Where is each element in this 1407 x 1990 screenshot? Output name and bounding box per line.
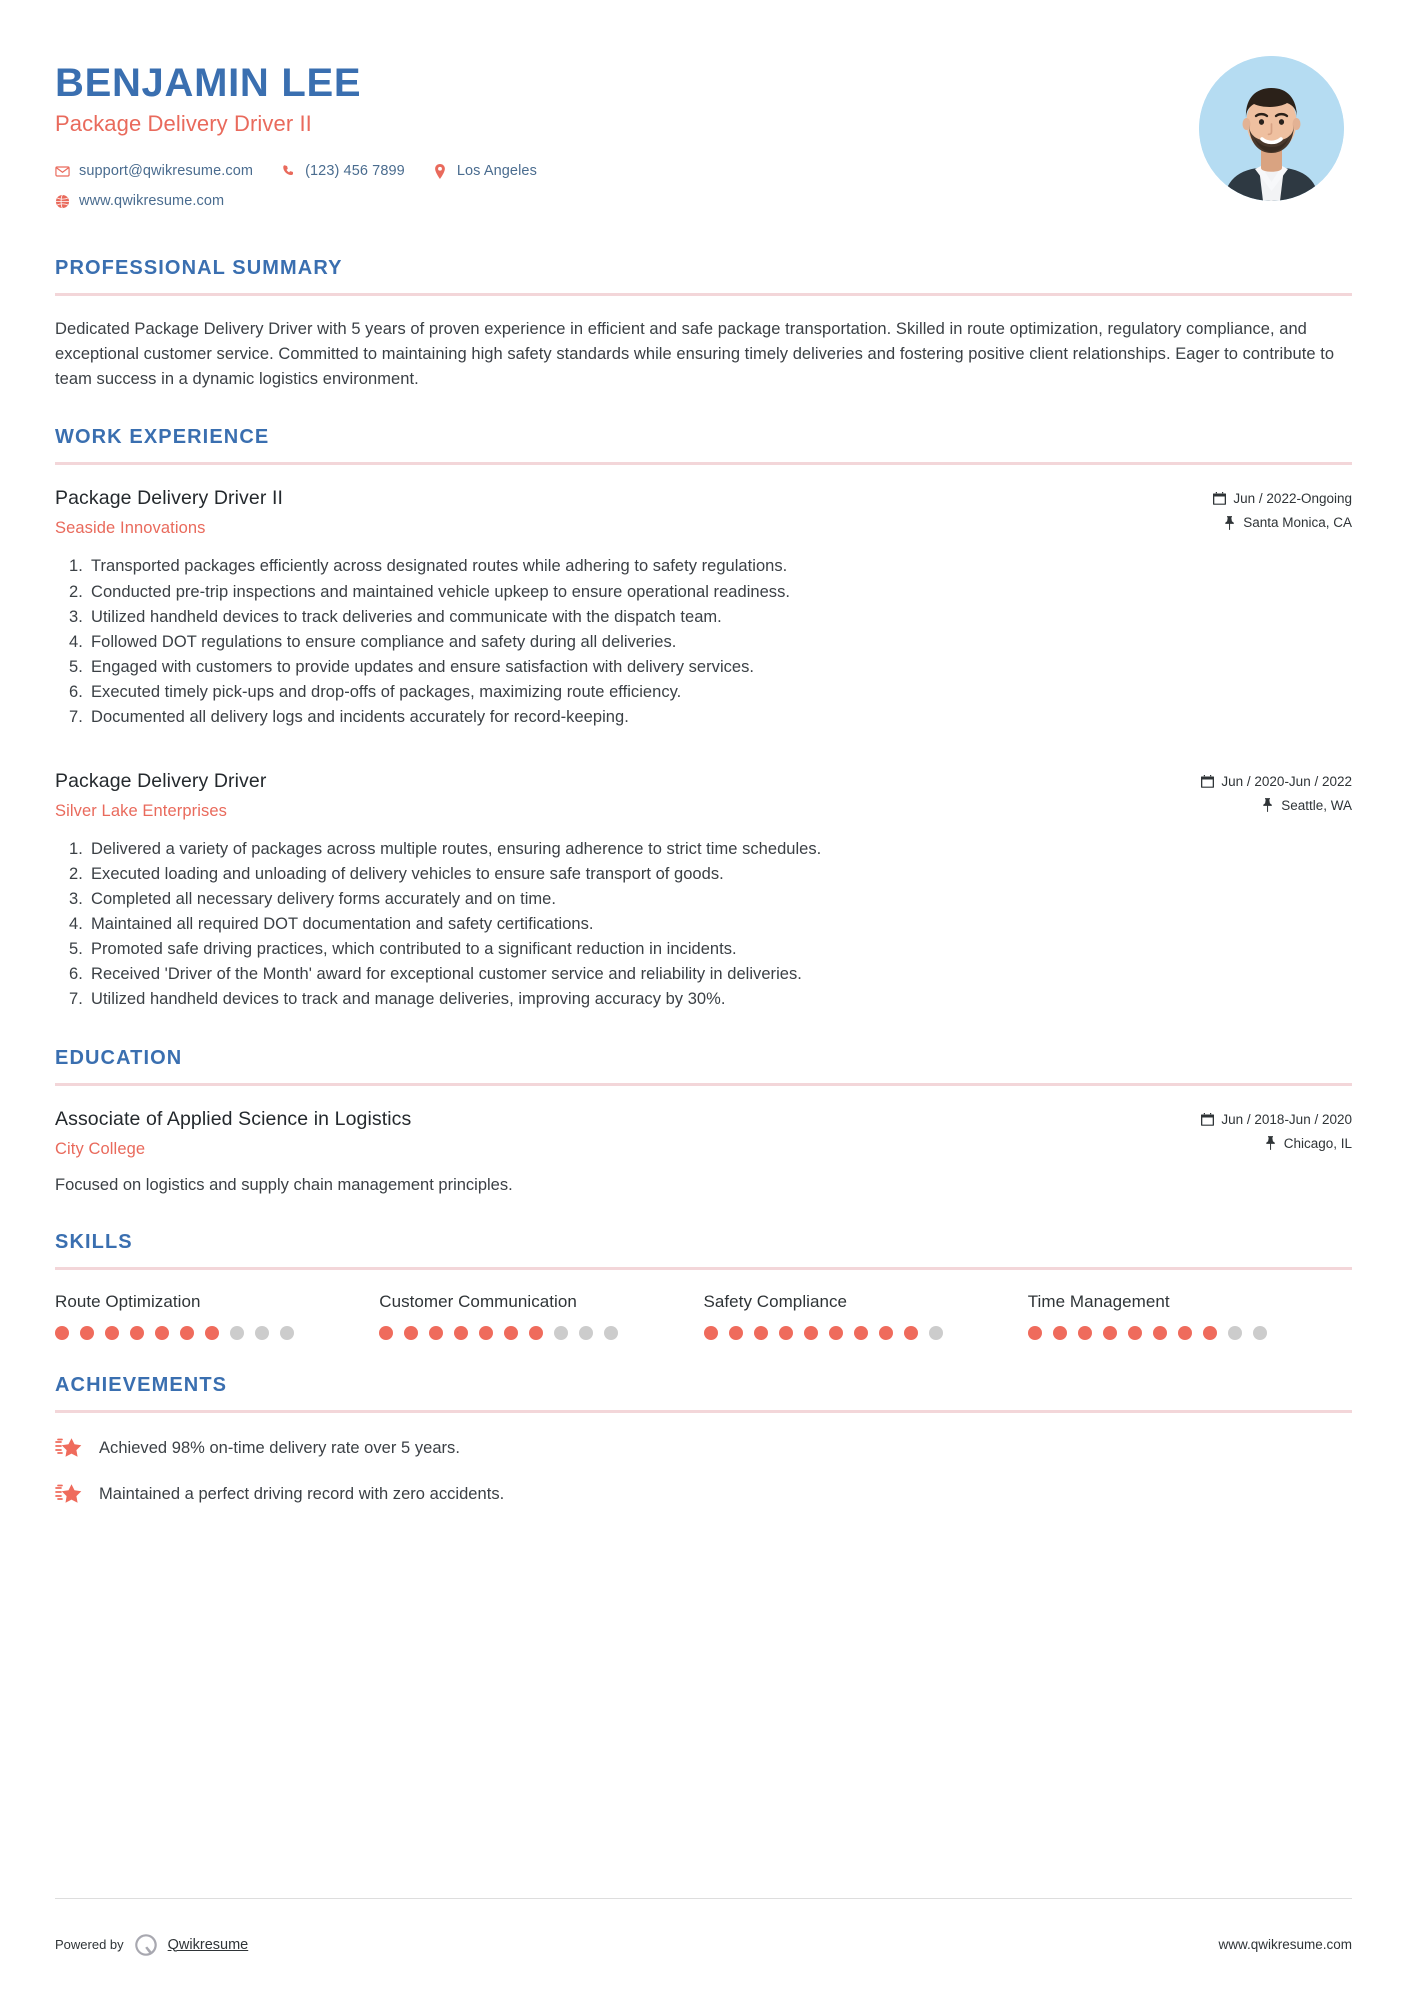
skill-dot-filled bbox=[1128, 1326, 1142, 1340]
skill-dot-filled bbox=[1178, 1326, 1192, 1340]
education-entry-location: Chicago, IL bbox=[1283, 1135, 1352, 1151]
skill-dot-filled bbox=[529, 1326, 543, 1340]
list-item: Followed DOT regulations to ensure compliance and safety during all deliveries. bbox=[91, 632, 677, 651]
education-entry bbox=[55, 1108, 1352, 1198]
contact-location bbox=[433, 163, 537, 179]
skill-dot-filled bbox=[704, 1326, 718, 1340]
section-professional-summary bbox=[55, 257, 1352, 392]
skill-dot-filled bbox=[779, 1326, 793, 1340]
skill-label: Time Management bbox=[1027, 1292, 1170, 1312]
skill-dot-filled bbox=[729, 1326, 743, 1340]
calendar-icon bbox=[1201, 774, 1214, 788]
skill-dot-filled bbox=[1103, 1326, 1117, 1340]
skill-dot-filled bbox=[804, 1326, 818, 1340]
skill-dot-filled bbox=[1153, 1326, 1167, 1340]
work-entry-date-line bbox=[1142, 491, 1352, 506]
skill-dot-filled bbox=[205, 1326, 219, 1340]
achievements-list bbox=[55, 1435, 1352, 1507]
envelope-icon bbox=[55, 164, 70, 179]
skill-dot-filled bbox=[180, 1326, 194, 1340]
list-item: Executed timely pick-ups and drop-offs of packages, maximizing route efficiency. bbox=[91, 682, 682, 701]
list-item: Promoted safe driving practices, which contributed to a significant reduction in incidents. bbox=[91, 940, 737, 959]
skill-dot-empty bbox=[1228, 1326, 1242, 1340]
brand-name-link[interactable]: Qwikresume bbox=[167, 1936, 249, 1953]
work-entry-meta bbox=[1142, 770, 1352, 822]
section-skills bbox=[55, 1231, 1352, 1340]
work-entry-left bbox=[55, 487, 1142, 538]
skill-dot-filled bbox=[504, 1326, 518, 1340]
achievement-item bbox=[55, 1481, 1352, 1507]
work-entry-meta bbox=[1142, 487, 1352, 539]
skill-dot-filled bbox=[105, 1326, 119, 1340]
skill-dot-filled bbox=[80, 1326, 94, 1340]
skill-label: Route Optimization bbox=[55, 1292, 201, 1312]
work-entry-date: Jun / 2020-Jun / 2022 bbox=[1221, 773, 1352, 789]
summary-text: Dedicated Package Delivery Driver with 5 years of proven experience in efficient and safe package transportation. Skilled in route optimization, regulatory compliance, and exceptional customer service. Committed to maintaining high safety standards while ensuring timely deliveries and fostering positive client relationships. Eager to contribute to team success in a dynamic logistics environment. bbox=[55, 320, 1335, 389]
achievement-text: Maintained a perfect driving record with zero accidents. bbox=[99, 1484, 505, 1503]
powered-by-label: Powered by bbox=[55, 1937, 124, 1952]
work-entry-role: Package Delivery Driver bbox=[55, 769, 267, 792]
globe-icon bbox=[55, 194, 70, 209]
work-entry-org: Seaside Innovations bbox=[55, 519, 206, 538]
list-item: Engaged with customers to provide updates and ensure satisfaction with delivery services. bbox=[91, 657, 755, 676]
pushpin-icon bbox=[1223, 516, 1236, 530]
star-burst-icon bbox=[55, 1435, 83, 1461]
skill-dot-filled bbox=[454, 1326, 468, 1340]
skill-dot-filled bbox=[904, 1326, 918, 1340]
education-entry-school: City College bbox=[55, 1139, 146, 1158]
skill-item bbox=[704, 1292, 1028, 1340]
page-footer bbox=[55, 1898, 1352, 1990]
skill-dot-empty bbox=[929, 1326, 943, 1340]
contact-block bbox=[55, 163, 1199, 209]
contact-phone-text: (123) 456 7899 bbox=[305, 163, 405, 180]
skill-dot-filled bbox=[754, 1326, 768, 1340]
work-entry-location-line bbox=[1142, 798, 1352, 813]
work-entry-bullets bbox=[55, 837, 1352, 1013]
contact-row-primary bbox=[55, 163, 1199, 179]
list-item: Received 'Driver of the Month' award for exceptional customer service and reliability in deliveries. bbox=[91, 965, 802, 984]
skill-dot-empty bbox=[255, 1326, 269, 1340]
list-item: Utilized handheld devices to track deliveries and communicate with the dispatch team. bbox=[91, 607, 722, 626]
skill-dot-filled bbox=[1203, 1326, 1217, 1340]
section-title-work: WORK EXPERIENCE bbox=[55, 426, 270, 449]
qwikresume-logo-icon bbox=[133, 1932, 159, 1958]
skill-label: Safety Compliance bbox=[703, 1292, 848, 1312]
achievement-item bbox=[55, 1435, 1352, 1461]
skill-dot-filled bbox=[1028, 1326, 1042, 1340]
skill-dot-filled bbox=[829, 1326, 843, 1340]
contact-email[interactable] bbox=[55, 163, 253, 179]
work-entry bbox=[55, 770, 1352, 1013]
work-entry-head bbox=[55, 487, 1352, 539]
section-divider bbox=[55, 1410, 1352, 1413]
work-entry-head bbox=[55, 770, 1352, 822]
skill-item bbox=[55, 1292, 379, 1340]
list-item: Documented all delivery logs and incidents accurately for record-keeping. bbox=[91, 707, 629, 726]
work-entry-date-line bbox=[1142, 774, 1352, 789]
skill-dot-filled bbox=[429, 1326, 443, 1340]
header-job-title: Package Delivery Driver II bbox=[55, 111, 312, 137]
section-title-skills: SKILLS bbox=[55, 1231, 133, 1254]
list-item: Delivered a variety of packages across multiple routes, ensuring adherence to strict time schedules. bbox=[91, 839, 822, 858]
education-entry-date: Jun / 2018-Jun / 2020 bbox=[1221, 1111, 1352, 1127]
page-title: BENJAMIN LEE bbox=[55, 61, 362, 105]
section-education bbox=[55, 1047, 1352, 1198]
skill-dot-empty bbox=[230, 1326, 244, 1340]
avatar bbox=[1199, 56, 1344, 201]
calendar-icon bbox=[1201, 1112, 1214, 1126]
education-entry-head bbox=[55, 1108, 1352, 1160]
education-entry-left bbox=[55, 1108, 1142, 1159]
skill-dot-empty bbox=[1253, 1326, 1267, 1340]
skill-dot-filled bbox=[1078, 1326, 1092, 1340]
skill-dot-empty bbox=[554, 1326, 568, 1340]
education-entry-date-line bbox=[1142, 1112, 1352, 1127]
skills-grid bbox=[55, 1292, 1352, 1340]
skill-label: Customer Communication bbox=[379, 1292, 577, 1312]
education-entry-degree: Associate of Applied Science in Logistics bbox=[55, 1107, 412, 1130]
section-achievements bbox=[55, 1374, 1352, 1507]
contact-email-text: support@qwikresume.com bbox=[79, 163, 254, 180]
work-entry bbox=[55, 487, 1352, 730]
contact-location-text: Los Angeles bbox=[456, 163, 537, 180]
work-entry-location-line bbox=[1142, 515, 1352, 530]
work-entry-left bbox=[55, 770, 1142, 821]
skill-dot-filled bbox=[55, 1326, 69, 1340]
contact-phone[interactable] bbox=[281, 163, 405, 179]
work-entry-role: Package Delivery Driver II bbox=[55, 487, 284, 510]
powered-by-block bbox=[55, 1932, 248, 1958]
skill-dot-filled bbox=[379, 1326, 393, 1340]
section-divider bbox=[55, 293, 1352, 296]
resume-header bbox=[55, 48, 1352, 223]
skill-dot-empty bbox=[604, 1326, 618, 1340]
pushpin-icon bbox=[1264, 1136, 1277, 1150]
skill-rating bbox=[1028, 1326, 1352, 1340]
skill-item bbox=[379, 1292, 703, 1340]
work-entry-org: Silver Lake Enterprises bbox=[55, 801, 227, 820]
skill-dot-filled bbox=[854, 1326, 868, 1340]
section-title-summary: PROFESSIONAL SUMMARY bbox=[55, 257, 343, 280]
skill-rating bbox=[379, 1326, 703, 1340]
calendar-icon bbox=[1213, 492, 1226, 506]
work-entry-location: Seattle, WA bbox=[1281, 797, 1352, 813]
list-item: Utilized handheld devices to track and manage deliveries, improving accuracy by 30%. bbox=[91, 990, 726, 1009]
skill-dot-filled bbox=[1053, 1326, 1067, 1340]
header-left bbox=[55, 56, 1199, 223]
list-item: Transported packages efficiently across designated routes while adhering to safety regulations. bbox=[91, 557, 788, 576]
achievement-text: Achieved 98% on-time delivery rate over 5 years. bbox=[99, 1438, 460, 1457]
skill-rating bbox=[55, 1326, 379, 1340]
education-entry-description: Focused on logistics and supply chain management principles. bbox=[55, 1175, 513, 1194]
section-title-education: EDUCATION bbox=[55, 1046, 183, 1069]
list-item: Executed loading and unloading of delivery vehicles to ensure safe transport of goods. bbox=[91, 865, 724, 884]
section-divider bbox=[55, 462, 1352, 465]
work-entry-date: Jun / 2022-Ongoing bbox=[1233, 491, 1352, 507]
education-entry-meta bbox=[1142, 1108, 1352, 1160]
phone-icon bbox=[281, 164, 296, 179]
contact-website[interactable] bbox=[55, 193, 224, 209]
list-item: Conducted pre-trip inspections and maintained vehicle upkeep to ensure operational readiness. bbox=[91, 582, 790, 601]
section-work-experience bbox=[55, 426, 1352, 1012]
skill-dot-filled bbox=[479, 1326, 493, 1340]
list-item: Completed all necessary delivery forms accurately and on time. bbox=[91, 890, 556, 909]
contact-website-text: www.qwikresume.com bbox=[79, 193, 225, 210]
footer-url: www.qwikresume.com bbox=[1218, 1937, 1352, 1952]
work-entry-bullets bbox=[55, 554, 1352, 730]
education-entry-location-line bbox=[1142, 1136, 1352, 1151]
section-divider bbox=[55, 1267, 1352, 1270]
map-pin-icon bbox=[433, 164, 448, 179]
skill-item bbox=[1028, 1292, 1352, 1340]
skill-dot-empty bbox=[579, 1326, 593, 1340]
list-item: Maintained all required DOT documentation and safety certifications. bbox=[91, 915, 594, 934]
section-divider bbox=[55, 1083, 1352, 1086]
skill-rating bbox=[704, 1326, 1028, 1340]
section-title-achievements: ACHIEVEMENTS bbox=[55, 1374, 228, 1397]
skill-dot-filled bbox=[130, 1326, 144, 1340]
pushpin-icon bbox=[1261, 798, 1274, 812]
work-entry-location: Santa Monica, CA bbox=[1243, 515, 1352, 531]
skill-dot-filled bbox=[879, 1326, 893, 1340]
skill-dot-filled bbox=[155, 1326, 169, 1340]
skill-dot-filled bbox=[404, 1326, 418, 1340]
skill-dot-empty bbox=[280, 1326, 294, 1340]
star-burst-icon bbox=[55, 1481, 83, 1507]
contact-row-website bbox=[55, 193, 1199, 209]
